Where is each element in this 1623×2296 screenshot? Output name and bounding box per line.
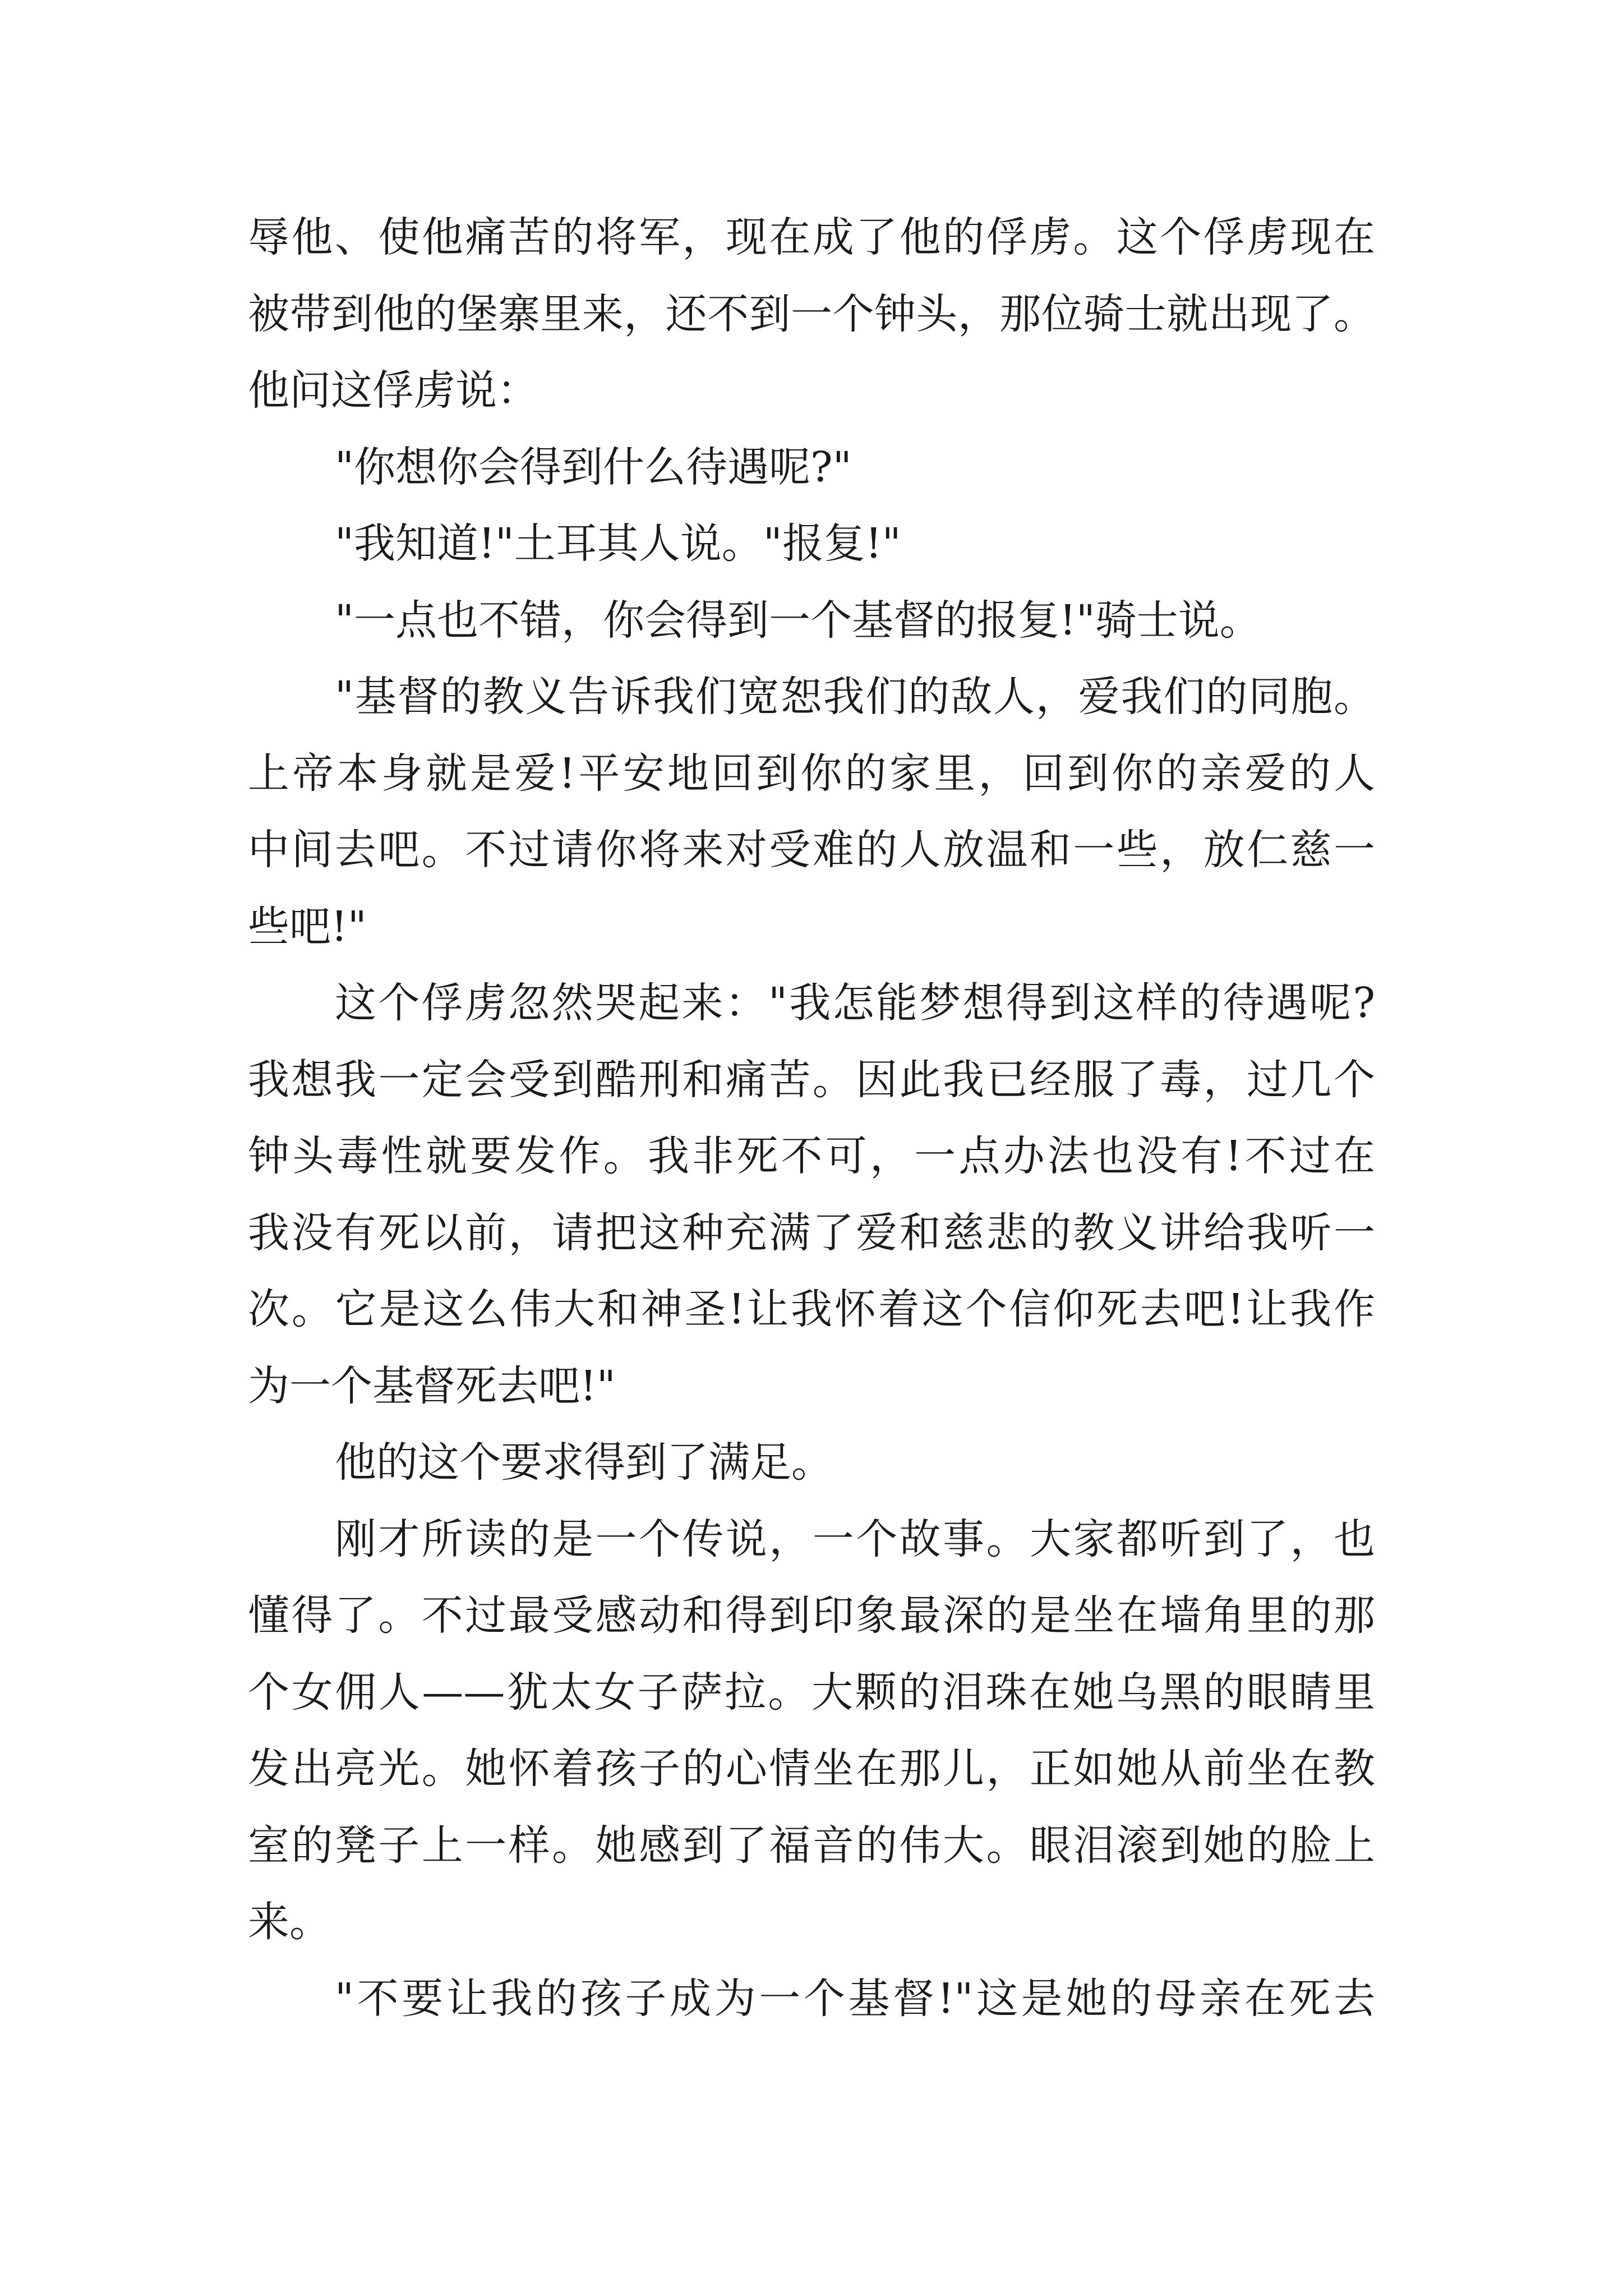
text-line: 刚才所读的是一个传说，一个故事。大家都听到了，也 [335,1515,1375,1563]
text-line: "不要让我的孩子成为一个基督!"这是她的母亲在死去 [335,1974,1375,2023]
text-line: 我没有死以前，请把这种充满了爱和慈悲的教义讲给我听一 [248,1208,1375,1257]
text-line: 这个俘虏忽然哭起来："我怎能梦想得到这样的待遇呢? [335,979,1375,1027]
text-line: "我知道!"土耳其人说。"报复!" [335,519,901,568]
text-line: 室的凳子上一样。她感到了福音的伟大。眼泪滚到她的脸上 [248,1821,1375,1870]
text-line: "一点也不错，你会得到一个基督的报复!"骑士说。 [335,596,1261,645]
text-line: 次。它是这么伟大和神圣!让我怀着这个信仰死去吧!让我作 [248,1285,1375,1333]
text-line: 我想我一定会受到酷刑和痛苦。因此我已经服了毒，过几个 [248,1055,1375,1104]
text-line: 些吧!" [248,902,367,951]
text-line: "你想你会得到什么待遇呢?" [335,443,852,491]
text-line: 发出亮光。她怀着孩子的心情坐在那儿，正如她从前坐在教 [248,1745,1375,1793]
text-line: 辱他、使他痛苦的将军，现在成了他的俘虏。这个俘虏现在 [248,213,1375,261]
text-line: 上帝本身就是爱!平安地回到你的家里，回到你的亲爱的人 [248,749,1375,798]
text-line: 来。 [248,1898,331,1946]
text-line: 钟头毒性就要发作。我非死不可，一点办法也没有!不过在 [248,1132,1375,1180]
text-line: 中间去吧。不过请你将来对受难的人放温和一些，放仁慈一 [248,826,1375,874]
text-line: 懂得了。不过最受感动和得到印象最深的是坐在墙角里的那 [248,1591,1375,1640]
text-line: 被带到他的堡寨里来，还不到一个钟头，那位骑士就出现了。 [248,289,1375,338]
text-line: 他问这俘虏说： [248,366,538,415]
text-line: 为一个基督死去吧!" [248,1361,616,1410]
text-line: "基督的教义告诉我们宽恕我们的敌人，爱我们的同胞。 [335,673,1375,721]
text-line: 个女佣人——犹太女子萨拉。大颗的泪珠在她乌黑的眼睛里 [248,1668,1375,1717]
text-body [248,199,1375,2037]
text-line: 他的这个要求得到了满足。 [335,1438,833,1487]
